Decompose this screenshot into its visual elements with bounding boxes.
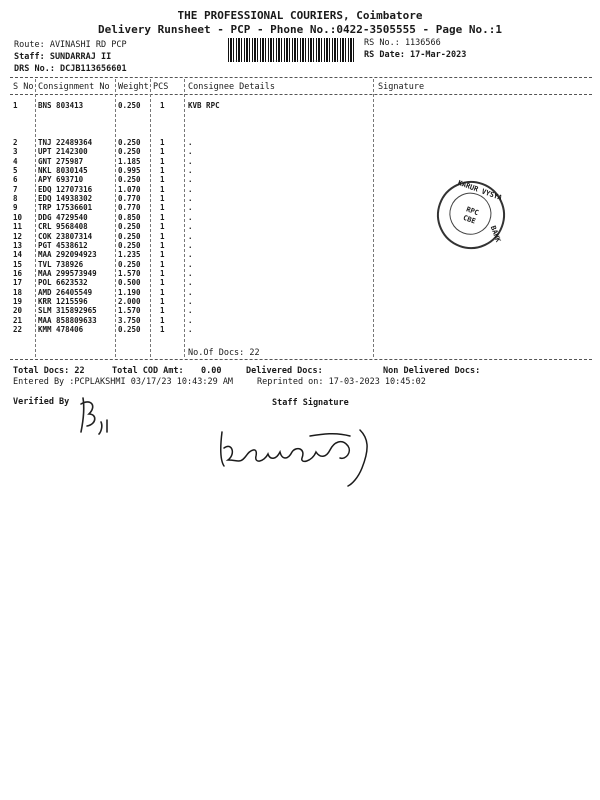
row-sno: 2 [13, 138, 18, 147]
row-detail: . [188, 184, 193, 194]
row-detail: . [188, 138, 193, 147]
row-consignment: UPT 2142300 [38, 147, 88, 157]
drs-number: DRS No.: DCJB113656601 [14, 64, 127, 74]
row-pcs: 1 [160, 315, 165, 325]
row-weight: 2.000 [118, 296, 141, 306]
row-weight: 0.500 [118, 278, 141, 288]
rs-date: RS Date: 17-Mar-2023 [364, 50, 467, 60]
row-sno: 5 [13, 166, 18, 176]
row-consignment: MAA 858809633 [38, 315, 97, 325]
row-detail: . [188, 306, 193, 316]
reprinted-on: Reprinted on: 17-03-2023 10:45:02 [257, 377, 426, 387]
row-detail: . [188, 194, 193, 204]
staff-label: Staff: SUNDARRAJ II [14, 52, 112, 62]
row-pcs: 1 [160, 184, 165, 194]
table-row [0, 316, 600, 325]
table-row [0, 138, 600, 147]
row-sno: 11 [13, 222, 23, 232]
table-row [0, 166, 600, 175]
row-weight: 1.570 [118, 306, 141, 316]
row-detail: KVB RPC [188, 101, 220, 110]
row-sno: 7 [13, 184, 18, 194]
row-detail: . [188, 325, 193, 334]
verified-by-label: Verified By [13, 397, 70, 407]
route-label: Route: AVINASHI RD PCP [14, 40, 127, 50]
row-consignment: MAA 299573949 [38, 268, 97, 278]
table-row [0, 222, 600, 231]
stamp-bank-name: KARUR VYSYA [456, 178, 504, 203]
document-title: THE PROFESSIONAL COURIERS, Coimbatore [177, 9, 423, 22]
rs-number: RS No.: 1136566 [364, 38, 441, 48]
table-row [0, 241, 600, 250]
table-row [0, 269, 600, 278]
stamp-bank-word: BANK [488, 224, 503, 244]
row-consignment: TRP 17536601 [38, 203, 93, 213]
row-sno: 16 [13, 268, 23, 278]
table-row [0, 157, 600, 166]
row-weight: 0.250 [118, 101, 141, 110]
row-pcs: 1 [160, 278, 165, 288]
table-row [0, 185, 600, 194]
row-consignment: DDG 4729540 [38, 212, 88, 222]
row-pcs: 1 [160, 156, 165, 166]
row-detail: . [188, 296, 193, 306]
row-consignment: POL 6623532 [38, 278, 88, 288]
table-row [0, 306, 600, 315]
table-row [0, 147, 600, 156]
row-weight: 0.770 [118, 203, 141, 213]
table-bottom-border [10, 359, 592, 360]
row-weight: 0.250 [118, 240, 141, 250]
row-sno: 19 [13, 296, 23, 306]
table-row [0, 297, 600, 306]
col-signature: Signature [378, 82, 425, 92]
table-row [0, 278, 600, 287]
row-sno: 1 [13, 101, 18, 110]
table-row [0, 101, 600, 110]
row-pcs: 1 [160, 147, 165, 157]
row-detail: . [188, 147, 193, 157]
row-sno: 14 [13, 250, 23, 260]
entered-by: Entered By :PCPLAKSHMI 03/17/23 10:43:29 AM [13, 377, 234, 387]
stamp-rpc: RPC [465, 205, 480, 218]
row-weight: 1.190 [118, 287, 141, 297]
row-pcs: 1 [160, 268, 165, 278]
row-detail: . [188, 250, 193, 260]
row-detail: . [188, 203, 193, 213]
row-detail: . [188, 166, 193, 176]
delivered-docs: Delivered Docs: [246, 366, 323, 376]
row-pcs: 1 [160, 194, 165, 204]
row-detail: . [188, 156, 193, 166]
table-row [0, 288, 600, 297]
row-weight: 0.250 [118, 325, 141, 334]
row-consignment: CRL 9568408 [38, 222, 88, 232]
row-pcs: 1 [160, 166, 165, 176]
row-pcs: 1 [160, 250, 165, 260]
row-consignment: APY 693710 [38, 175, 84, 185]
row-consignment: TVL 738926 [38, 259, 84, 269]
row-detail: . [188, 259, 193, 269]
row-pcs: 1 [160, 203, 165, 213]
row-detail: . [188, 268, 193, 278]
row-consignment: AMD 26405549 [38, 287, 93, 297]
row-sno: 12 [13, 231, 23, 241]
row-weight: 0.995 [118, 166, 141, 176]
row-sno: 17 [13, 278, 23, 288]
row-pcs: 1 [160, 101, 165, 110]
row-detail: . [188, 240, 193, 250]
row-consignment: PGT 4538612 [38, 240, 88, 250]
row-weight: 0.770 [118, 194, 141, 204]
row-weight: 1.185 [118, 156, 141, 166]
row-weight: 0.250 [118, 175, 141, 185]
col-details: Consignee Details [188, 82, 275, 92]
row-pcs: 1 [160, 231, 165, 241]
row-sno: 3 [13, 147, 18, 157]
row-pcs: 1 [160, 259, 165, 269]
row-detail: . [188, 278, 193, 288]
row-pcs: 1 [160, 212, 165, 222]
row-weight: 0.250 [118, 231, 141, 241]
col-consignment: Consignment No [38, 82, 110, 92]
table-row [0, 250, 600, 259]
col-weight: Weight [118, 82, 149, 92]
table-row [0, 325, 600, 334]
row-consignment: NKL 8030145 [38, 166, 88, 176]
row-consignment: SLM 315892965 [38, 306, 97, 316]
row-sno: 18 [13, 287, 23, 297]
row-consignment: MAA 292094923 [38, 250, 97, 260]
stamp-cbe: CBE [461, 213, 477, 226]
total-docs: Total Docs: 22 [13, 366, 85, 376]
no-of-docs: No.Of Docs: 22 [188, 348, 260, 358]
row-sno: 15 [13, 259, 23, 269]
row-sno: 22 [13, 325, 23, 334]
row-pcs: 1 [160, 287, 165, 297]
document-subtitle: Delivery Runsheet - PCP - Phone No.:0422-3505555 - Page No.:1 [98, 23, 502, 36]
staff-signature [210, 408, 410, 490]
col-pcs: PCS [153, 82, 169, 92]
row-consignment: EDQ 12707316 [38, 184, 93, 194]
row-sno: 20 [13, 306, 23, 316]
row-detail: . [188, 212, 193, 222]
col-sno: S No [13, 82, 34, 92]
row-sno: 6 [13, 175, 18, 185]
total-cod-value: 0.00 [201, 366, 222, 376]
row-detail: . [188, 222, 193, 232]
row-detail: . [188, 175, 193, 185]
total-cod-label: Total COD Amt: [112, 366, 184, 376]
row-sno: 10 [13, 212, 23, 222]
row-sno: 9 [13, 203, 18, 213]
row-consignment: GNT 275987 [38, 156, 84, 166]
row-consignment: COK 23807314 [38, 231, 93, 241]
row-detail: . [188, 231, 193, 241]
row-sno: 13 [13, 240, 23, 250]
row-weight: 0.250 [118, 138, 141, 147]
row-sno: 4 [13, 156, 18, 166]
row-weight: 1.070 [118, 184, 141, 194]
staff-signature-label: Staff Signature [272, 398, 349, 408]
row-weight: 3.750 [118, 315, 141, 325]
row-weight: 0.250 [118, 259, 141, 269]
row-pcs: 1 [160, 325, 165, 334]
row-pcs: 1 [160, 175, 165, 185]
row-pcs: 1 [160, 222, 165, 232]
row-pcs: 1 [160, 306, 165, 316]
table-row [0, 260, 600, 269]
table-row [0, 213, 600, 222]
row-weight: 1.570 [118, 268, 141, 278]
table-row [0, 232, 600, 241]
row-pcs: 1 [160, 138, 165, 147]
row-pcs: 1 [160, 240, 165, 250]
table-row [0, 203, 600, 212]
row-consignment: KRR 1215596 [38, 296, 88, 306]
row-weight: 0.250 [118, 147, 141, 157]
row-consignment: BNS 803413 [38, 101, 84, 110]
row-weight: 0.850 [118, 212, 141, 222]
row-detail: . [188, 287, 193, 297]
row-sno: 8 [13, 194, 18, 204]
row-detail: . [188, 315, 193, 325]
verifier-initials [75, 392, 115, 438]
table-row [0, 175, 600, 184]
non-delivered-docs: Non Delivered Docs: [383, 366, 481, 376]
row-sno: 21 [13, 315, 23, 325]
row-consignment: KMM 478406 [38, 325, 84, 334]
row-weight: 0.250 [118, 222, 141, 232]
row-weight: 1.235 [118, 250, 141, 260]
row-consignment: EDQ 14938302 [38, 194, 93, 204]
row-consignment: TNJ 22489364 [38, 138, 93, 147]
row-pcs: 1 [160, 296, 165, 306]
